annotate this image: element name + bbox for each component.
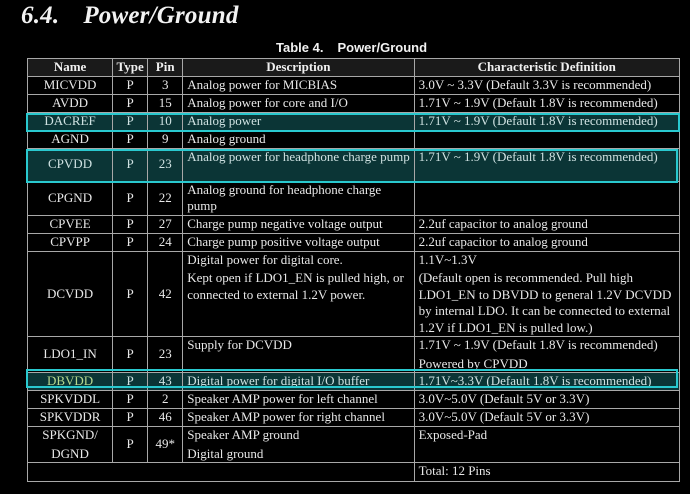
- pin-name: AVDD: [28, 94, 113, 112]
- pin-number: 24: [148, 233, 183, 251]
- table-caption: [276, 40, 427, 55]
- definition-line: (Default open is recommended. Pull high LDO1_EN to DBVDD to general 1.2V DCVDD by internal LDO. It can be connected to external 1.2V if LDO1_EN is pulled low.): [418, 270, 672, 335]
- header-type: Type: [113, 59, 148, 77]
- table-row-highlighted: [28, 112, 680, 130]
- pin-description: Speaker AMP power for right channel: [183, 409, 414, 427]
- pin-definition: 1.71V ~ 1.9V (Default 1.8V is recommended): [414, 112, 679, 130]
- pin-description: Analog power for headphone charge pump: [183, 148, 414, 181]
- table-header-row: [28, 59, 680, 77]
- pin-name: SPKVDDL: [28, 391, 113, 409]
- pin-number: 46: [148, 409, 183, 427]
- pin-definition: [414, 251, 679, 337]
- pin-type: P: [113, 251, 148, 337]
- name-line: DGND: [51, 445, 89, 461]
- pin-description: Analog power: [183, 112, 414, 130]
- section-heading: [21, 2, 239, 30]
- name-line: SPKGND/: [42, 427, 98, 442]
- table-row: [28, 130, 680, 148]
- pin-name: AGND: [28, 130, 113, 148]
- pin-type: P: [113, 181, 148, 215]
- table-row: [28, 76, 680, 94]
- total-pins: Total: 12 Pins: [414, 463, 679, 482]
- pin-definition: 2.2uf capacitor to analog ground: [414, 233, 679, 251]
- pin-definition: 2.2uf capacitor to analog ground: [414, 215, 679, 233]
- pin-number: 9: [148, 130, 183, 148]
- pin-name: LDO1_IN: [28, 337, 113, 373]
- description-line: Digital power for digital core.: [187, 251, 343, 267]
- pin-definition: 3.0V~5.0V (Default 5V or 3.3V): [414, 409, 679, 427]
- header-pin: Pin: [148, 59, 183, 77]
- table-row: [28, 337, 680, 373]
- pin-type: P: [113, 148, 148, 181]
- pin-type: P: [113, 94, 148, 112]
- pin-type: P: [113, 391, 148, 409]
- pin-type: P: [113, 337, 148, 373]
- table-row: [28, 391, 680, 409]
- pin-definition: Exposed-Pad: [414, 427, 679, 463]
- table-total-row: [28, 463, 680, 482]
- pin-name: SPKVDDR: [28, 409, 113, 427]
- pin-type: P: [113, 112, 148, 130]
- pin-name: DACREF: [28, 112, 113, 130]
- pin-description: Analog ground for headphone charge pump: [183, 181, 414, 215]
- pin-name: MICVDD: [28, 76, 113, 94]
- pin-name: CPVPP: [28, 233, 113, 251]
- pin-number: 49*: [148, 427, 183, 463]
- header-definition: Characteristic Definition: [414, 59, 679, 77]
- table-row: [28, 94, 680, 112]
- caption-label: Table 4.: [276, 40, 324, 55]
- description-line: Speaker AMP ground: [187, 427, 300, 442]
- definition-line: 1.71V ~ 1.9V (Default 1.8V is recommended): [418, 337, 658, 352]
- pin-description: Charge pump negative voltage output: [183, 215, 414, 233]
- table-row: [28, 251, 680, 337]
- pin-type: P: [113, 215, 148, 233]
- pin-description: [183, 251, 414, 337]
- pin-definition: 1.71V~3.3V (Default 1.8V is recommended): [414, 373, 679, 391]
- pin-definition: 3.0V~5.0V (Default 5V or 3.3V): [414, 391, 679, 409]
- pin-number: 23: [148, 337, 183, 373]
- pin-name: [28, 427, 113, 463]
- pin-description: Analog ground: [183, 130, 414, 148]
- pin-name: DBVDD: [28, 373, 113, 391]
- pin-number: 15: [148, 94, 183, 112]
- pin-name: CPVEE: [28, 215, 113, 233]
- pin-number: 2: [148, 391, 183, 409]
- table-row: [28, 427, 680, 463]
- pin-description: Supply for DCVDD: [183, 337, 414, 373]
- pin-type: P: [113, 76, 148, 94]
- pin-number: 43: [148, 373, 183, 391]
- table-row: [28, 233, 680, 251]
- table-row-highlighted: [28, 373, 680, 391]
- description-line: Digital ground: [187, 445, 264, 461]
- pin-definition: 3.0V ~ 3.3V (Default 3.3V is recommended): [414, 76, 679, 94]
- pin-type: P: [113, 373, 148, 391]
- pin-number: 3: [148, 76, 183, 94]
- header-name: Name: [28, 59, 113, 77]
- header-description: Description: [183, 59, 414, 77]
- pin-type: P: [113, 427, 148, 463]
- power-ground-table: [27, 58, 680, 482]
- definition-line: Powered by CPVDD: [418, 355, 528, 371]
- pin-number: 23: [148, 148, 183, 181]
- pin-number: 42: [148, 251, 183, 337]
- pin-type: P: [113, 409, 148, 427]
- section-title-text: Power/Ground: [83, 2, 239, 29]
- table-row: [28, 215, 680, 233]
- caption-title: Power/Ground: [337, 40, 428, 55]
- pin-definition: [414, 337, 679, 373]
- pin-name: CPGND: [28, 181, 113, 215]
- pin-definition: 1.71V ~ 1.9V (Default 1.8V is recommended): [414, 148, 679, 181]
- pin-name: DCVDD: [28, 251, 113, 337]
- pin-description: Digital power for digital I/O buffer: [183, 373, 414, 391]
- pin-number: 10: [148, 112, 183, 130]
- table-row: [28, 409, 680, 427]
- table-row: [28, 181, 680, 215]
- pin-name: CPVDD: [28, 148, 113, 181]
- pin-definition: [414, 181, 679, 215]
- total-spacer: [28, 463, 415, 482]
- pin-number: 22: [148, 181, 183, 215]
- pin-type: P: [113, 130, 148, 148]
- pin-type: P: [113, 233, 148, 251]
- pin-description: Analog power for core and I/O: [183, 94, 414, 112]
- pin-description: [183, 427, 414, 463]
- pin-definition: [414, 130, 679, 148]
- section-number: 6.4.: [21, 2, 60, 29]
- pin-description: Speaker AMP power for left channel: [183, 391, 414, 409]
- pin-description: Analog power for MICBIAS: [183, 76, 414, 94]
- table-row-highlighted: [28, 148, 680, 181]
- pin-definition: 1.71V ~ 1.9V (Default 1.8V is recommended): [414, 94, 679, 112]
- description-line: Kept open if LDO1_EN is pulled high, or connected to external 1.2V power.: [187, 270, 404, 302]
- pin-description: Charge pump positive voltage output: [183, 233, 414, 251]
- definition-line: 1.1V~1.3V: [418, 251, 477, 267]
- pin-number: 27: [148, 215, 183, 233]
